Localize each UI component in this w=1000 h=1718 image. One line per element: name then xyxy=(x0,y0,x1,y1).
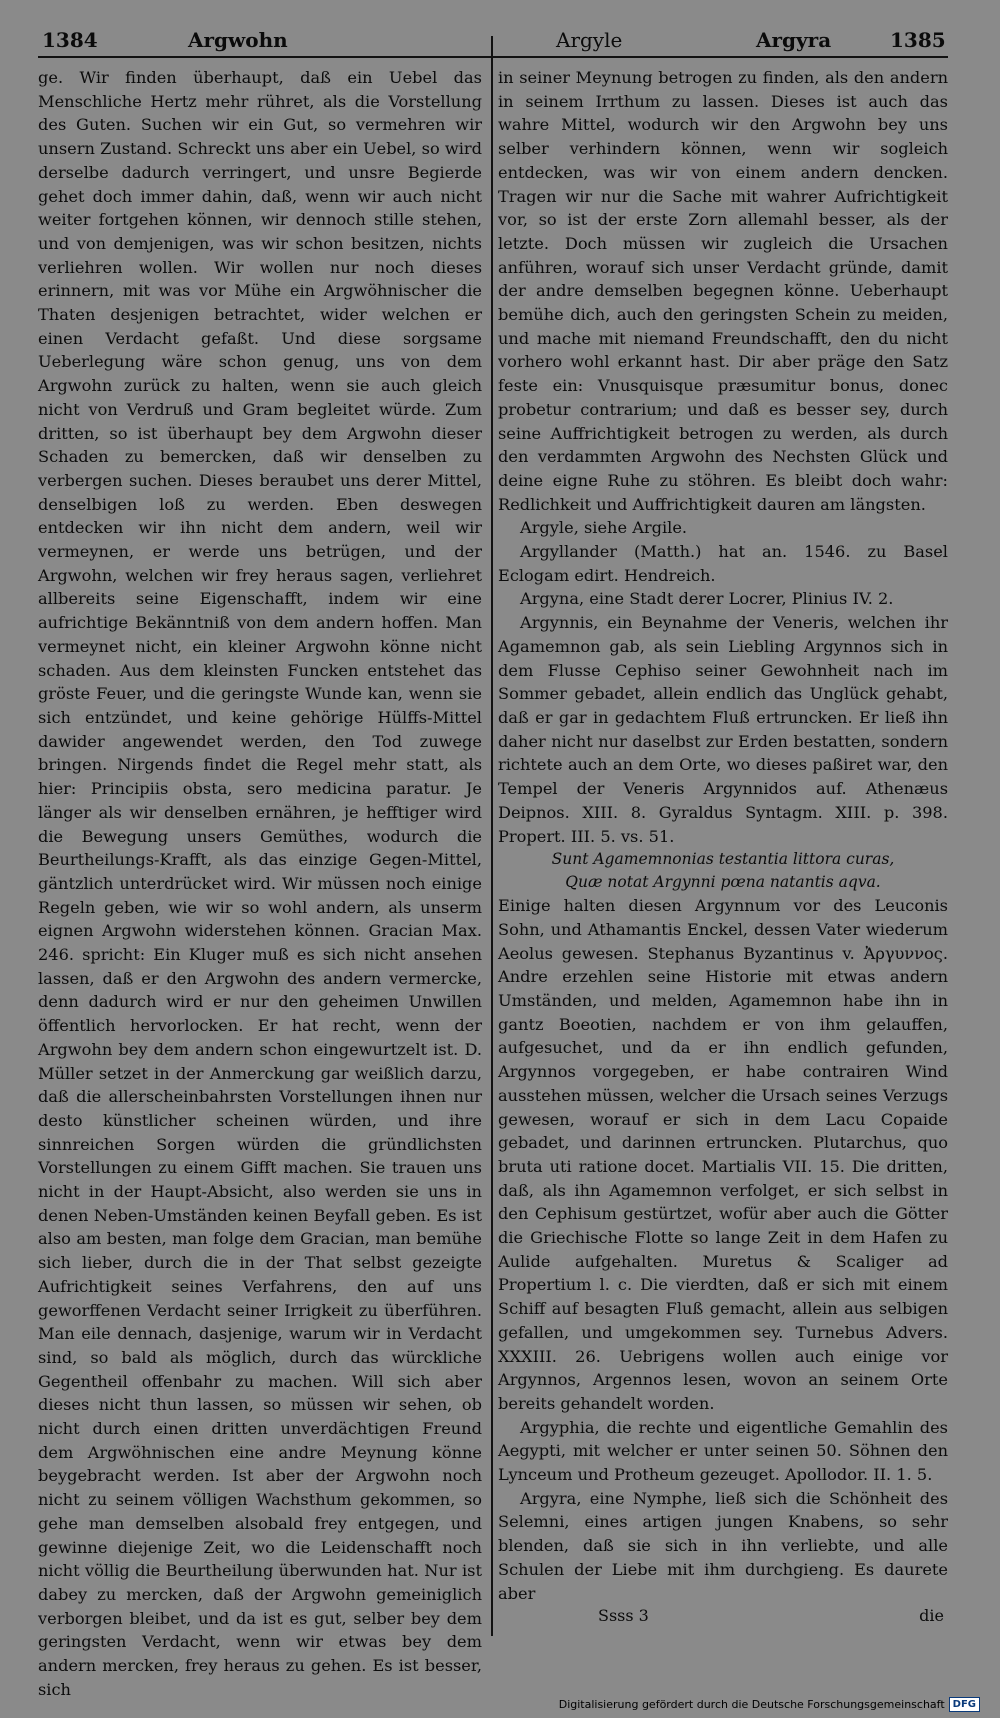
header-keyword-center: Argyle xyxy=(556,28,623,52)
entry-argyra: Argyra, eine Nymphe, ließ sich die Schönheit des Selemni, eines artigen jungen Knabens, so sehr blenden, daß sie sich in ihn verliebte, und alle Schulen der Liebe mit ihm durchgieng. Es daurete aber xyxy=(498,1488,948,1603)
left-column xyxy=(38,66,482,1702)
verse-line: Sunt Agamemnonias testantia littora curas, xyxy=(551,850,895,869)
book-page xyxy=(38,18,948,1699)
page-number-right: 1385 xyxy=(890,28,946,52)
entry-argyllander: Argyllander (Matth.) hat an. 1546. zu Basel Eclogam edirt. Hendreich. xyxy=(498,542,948,585)
entry-argyphia: Argyphia, die rechte und eigentliche Gemahlin des Aegypti, mit welcher er unter seinen 50. Söhnen den Lynceum und Protheum gezeuget. Apollodor. II. 1. 5. xyxy=(498,1417,948,1485)
paragraph: ge. Wir finden überhaupt, daß ein Uebel das Menschliche Hertz mehr rühret, als die Vorstellung des Guten. Suchen wir ein Gut, so vermehren wir unsern Zustand. Schreckt uns aber ein Uebel, so wird derselbe dadurch verringert, und unsre Begierde gehet doch immer dahin, daß, wenn wir auch nicht weiter fortgehen können, wir dennoch stille stehen, und von demjenigen, was wir schon besitzen, nichts verliehren wollen. Wir wollen nur noch dieses erinnern, mit was vor Mühe ein Argwöhnischer die Thaten desjenigen betrachtet, wider welchen er einen Verdacht gefaßt. Und diese sorgsame Ueberlegung wäre schon genug, uns von dem Argwohn zurück zu halten, wenn sie auch gleich nicht von Verdruß und Gram begleitet würde. Zum dritten, so ist überhaupt bey dem Argwohn dieser Schaden zu bemercken, daß wir denselben zu verbergen suchen. Dieses beraubet uns derer Mittel, denselbigen loß zu werden. Eben deswegen entdecken wir ihn nicht dem andern, weil wir vermeynen, er werde uns betrügen, und der Argwohn, welchen wir frey heraus sagen, verliehret allbereits seine Eigenschafft, indem wir eine aufrichtige Bekänntniß von dem andern hoffen. Man vermeynet nicht, ein kleiner Argwohn könne nicht schaden. Aus dem kleinsten Funcken entstehet das gröste Feuer, und die geringste Wunde kan, wenn sie sich entzündet, und keine gehörige Hülffs-Mittel dawider angewendet werden, den Tod zuwege bringen. Nirgends findet die Regel mehr statt, als hier: Principiis obsta, sero medicina paratur. Je länger als wir denselben ernähren, je hefftiger wird die Bewegung unsers Gemüthes, wodurch die Beurtheilungs-Krafft, als das einzige Gegen-Mittel, gäntzlich unterdrücket wird. Wir müssen noch einige Regeln geben, wie wir so wohl andern, als unserm eignen Argwohn widerstehen können. Gracian Max. 246. spricht: Ein Kluger muß es sich nicht ansehen lassen, daß er den Argwohn des andern vermercke, denn dadurch wird er nur den geheimen Unwillen öffentlich hervorlocken. Er hat recht, wenn der Argwohn bey dem andern schon eingewurtzelt ist. D. Müller setzet in der Anmerckung gar weißlich darzu, daß die allerscheinbahrsten Vorstellungen ihnen nur desto künstlicher scheinen würden, und ihre sinnreichen Sorgen würden die gründlichsten Vorstellungen zu einem Gifft machen. Sie trauen uns nicht in der Haupt-Absicht, also werden sie uns in denen Neben-Umständen keinen Beyfall geben. Es ist also am besten, man folge dem Gracian, man bemühe sich lieber, durch die in der That selbst gezeigte Aufrichtigkeit seines Verfahrens, den auf uns geworffenen Verdacht seiner Irrigkeit zu überführen. Man eile dennach, dasjenige, warum wir in Verdacht sind, so bald als möglich, durch das würckliche Gegentheil offenbahr zu machen. Will sich aber dieses nicht thun lassen, so müssen wir sehen, ob nicht durch einen dritten unverdächtigen Freund dem Argwöhnischen eine andre Meynung könne beygebracht werden. Ist aber der Argwohn noch nicht zu seinem völligen Wachsthum gekommen, so gehe man demselben alsobald frey entgegen, und gewinne diejenige Zeit, wo die Leidenschafft noch nicht völlig die Beurtheilung überwunden hat. Nur ist dabey zu mercken, daß der Argwohn gemeiniglich verborgen bleibet, und da ist es gut, selber bey dem geringsten Verdacht, wenn wir etwas bey dem andern mercken, frey heraus zu gehen. Es ist besser, sich xyxy=(38,68,482,1699)
page-number-left: 1384 xyxy=(42,28,98,52)
paragraph: in seiner Meynung betrogen zu finden, als den andern in seinem Irrthum zu lassen. Dieses ist auch das wahre Mittel, wodurch wir den Argwohn bey uns selber verhindern können, wenn wir sogleich entdecken, was wir von einem andern dencken. Tragen wir nur die Sache mit wahrer Aufrichtigkeit vor, so ist der erste Zorn allemahl besser, als der letzte. Doch müssen wir zugleich die Ursachen anführen, worauf sich unser Verdacht gründe, damit der andre demselben begegnen könne. Ueberhaupt bemühe dich, auch den geringsten Schein zu meiden, und mache mit niemand Freundschafft, den du nicht vorhero wohl erkannt hast. Dir aber präge den Satz feste ein: Vnusquisque præsumitur bonus, donec probetur contrarium; und daß es besser sey, durch seine Auffrichtigkeit betrogen zu werden, als durch den verdammten Argwohn des Nechsten Glück und deine eigne Ruhe zu stöhren. Es bleibt doch wahr: Redlichkeit und Auffrichtigkeit dauren am längsten. xyxy=(498,68,948,514)
verse-line: Quæ notat Argynni pœna natantis aqva. xyxy=(565,873,881,892)
header-keyword-left: Argwohn xyxy=(188,28,288,52)
catchword: die xyxy=(919,1606,944,1625)
paragraph: Einige halten diesen Argynnum vor des Leuconis Sohn, und Athamantis Enckel, dessen Vater wiederum Aeolus gewesen. Stephanus Byzantinus v. Ἀργυννος. Andre erzehlen seine Historie mit etwas andern Umständen, und melden, Agamemnon habe ihn in gantz Boeotien, nachdem er von ihm gelauffen, aufgesuchet, und da er ihn endlich gefunden, Argynnos vorgegeben, er habe contrairen Wind ausstehen müssen, welcher die Ursach seines Verzugs gewesen, worauf er sich in dem Lacu Copaide gebadet, und darinnen ertruncken. Plutarchus, quo bruta uti ratione docet. Martialis VII. 15. Die dritten, daß, als ihn Agamemnon verfolget, er sich selbst in den Cephisum gestürtzet, wofür aber auch die Götter die Griechische Flotte so lange Zeit in dem Hafen zu Aulide aufgehalten. Muretus & Scaliger ad Propertium l. c. Die vierdten, daß er sich mit einem Schiff auf besagten Fluß gemacht, allein aus selbigen gefallen, und umgekommen sey. Turnebus Advers. XXXIII. 26. Uebrigens wollen auch einige vor Argynnos, Argennos lesen, wovon an seinem Orte bereits gehandelt worden. xyxy=(498,896,948,1413)
dfg-logo: DFG xyxy=(949,1697,980,1712)
entry-argyna: Argyna, eine Stadt derer Locrer, Plinius IV. 2. xyxy=(520,589,894,609)
running-header xyxy=(38,18,948,60)
header-rule xyxy=(38,56,948,58)
entry-argynnis: Argynnis, ein Beynahme der Veneris, welchen ihr Agamemnon gab, als sein Liebling Argynnos sich in dem Flusse Cephiso seiner Gewohnheit nach im Sommer gebadet, allein endlich das Unglück gehabt, daß er gar in gedachtem Fluß ertruncken. Er ließ ihn daher nicht nur daselbst zur Erden bestatten, sondern richtete auch an dem Orte, wo dieses paßiret war, den Tempel der Veneris Argynnidos auf. Athenæus Deipnos. XIII. 8. Gyraldus Syntagm. XIII. p. 398. Propert. III. 5. vs. 51. xyxy=(498,613,948,846)
entry-argyle: Argyle, siehe Argile. xyxy=(520,518,688,538)
header-keyword-right: Argyra xyxy=(756,28,832,52)
column-divider xyxy=(491,36,493,1636)
signature-mark: Ssss 3 xyxy=(598,1606,649,1625)
digitization-footer xyxy=(559,1697,980,1712)
footer-credit: Digitalisierung gefördert durch die Deutsche Forschungsgemeinschaft xyxy=(558,1698,945,1711)
right-column xyxy=(498,66,948,1605)
